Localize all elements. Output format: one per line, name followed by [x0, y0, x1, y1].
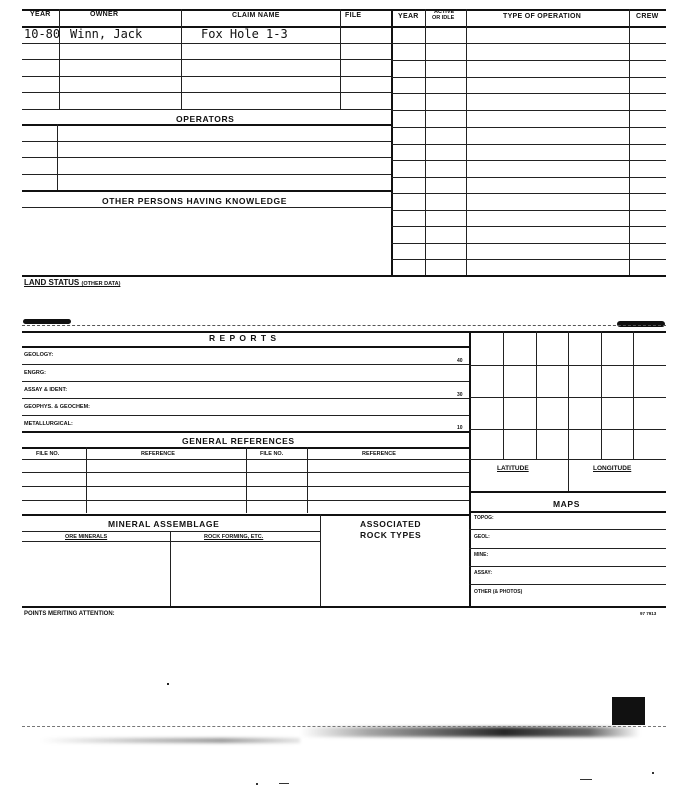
- form-code: 97 7913: [640, 611, 657, 616]
- scan-dot-1: [167, 683, 169, 685]
- reports-header: R E P O R T S: [209, 333, 278, 343]
- scan-smear-light: [40, 738, 300, 743]
- general-references-header: GENERAL REFERENCES: [182, 436, 295, 446]
- longitude-label: LONGITUDE: [593, 465, 632, 472]
- ore-minerals-header: ORE MINERALS: [65, 534, 108, 540]
- ref-file-no-2: FILE NO.: [260, 451, 284, 457]
- ops-active-header-line2: OR IDLE: [432, 15, 455, 21]
- map-mine: MINE:: [474, 552, 489, 558]
- claims-file-header: FILE: [345, 12, 362, 19]
- rock-forming-header: ROCK FORMING, ETC.: [204, 534, 264, 540]
- operators-header: OPERATORS: [176, 114, 235, 124]
- report-assay: ASSAY & IDENT:: [24, 387, 68, 393]
- report-geophys: GEOPHYS. & GEOCHEM:: [24, 404, 91, 410]
- land-status-label: [24, 278, 120, 287]
- maps-header: MAPS: [553, 499, 580, 509]
- report-engrg: ENGRG:: [24, 370, 46, 376]
- report-metallurgical: METALLURGICAL:: [24, 421, 73, 427]
- claim-row-owner: Winn, Jack: [70, 27, 143, 41]
- map-topog: TOPOG:: [474, 515, 494, 521]
- map-assay: ASSAY:: [474, 570, 493, 576]
- scale-mark-30: 30: [457, 392, 463, 398]
- ref-reference-2: REFERENCE: [362, 451, 396, 457]
- scan-black-block: [612, 697, 645, 725]
- claims-owner-header: OWNER: [90, 11, 119, 18]
- other-persons-header: OTHER PERSONS HAVING KNOWLEDGE: [102, 196, 288, 206]
- map-other-photos: OTHER (& PHOTOS): [474, 589, 523, 595]
- ops-type-header: TYPE OF OPERATION: [503, 13, 582, 20]
- claim-row-year: 10-80: [24, 27, 61, 41]
- points-meriting-attention: POINTS MERITING ATTENTION:: [24, 611, 115, 617]
- ref-reference-1: REFERENCE: [141, 451, 175, 457]
- report-geology: GEOLOGY:: [24, 352, 54, 358]
- map-geol: GEOL:: [474, 534, 490, 540]
- scan-dash-1: [279, 783, 289, 784]
- scan-smear: [300, 727, 640, 737]
- claims-year-header: YEAR: [30, 11, 51, 18]
- scale-mark-40: 40: [457, 358, 463, 364]
- scan-dash-2: [580, 779, 592, 780]
- scan-dot-3: [652, 772, 654, 774]
- associated-rock-types-line2: ROCK TYPES: [360, 530, 422, 540]
- claims-claim-name-header: CLAIM NAME: [232, 12, 280, 19]
- scale-mark-10: 10: [457, 425, 463, 431]
- latitude-label: LATITUDE: [497, 465, 529, 472]
- scan-smudge-left: [23, 319, 71, 324]
- associated-rock-types-line1: ASSOCIATED: [360, 519, 422, 529]
- land-status-text: LAND STATUS: [24, 278, 80, 287]
- mineral-assemblage-header: MINERAL ASSEMBLAGE: [108, 519, 220, 529]
- ref-file-no-1: FILE NO.: [36, 451, 60, 457]
- ops-active-header-line1: ACTIVE: [434, 9, 455, 15]
- scan-dot-2: [256, 783, 258, 785]
- ops-year-header: YEAR: [398, 13, 419, 20]
- claim-row-claim-name: Fox Hole 1-3: [201, 27, 288, 41]
- scan-smudge-right: [617, 321, 665, 327]
- land-status-sub: (OTHER DATA): [81, 281, 121, 287]
- ops-crew-header: CREW: [636, 13, 659, 20]
